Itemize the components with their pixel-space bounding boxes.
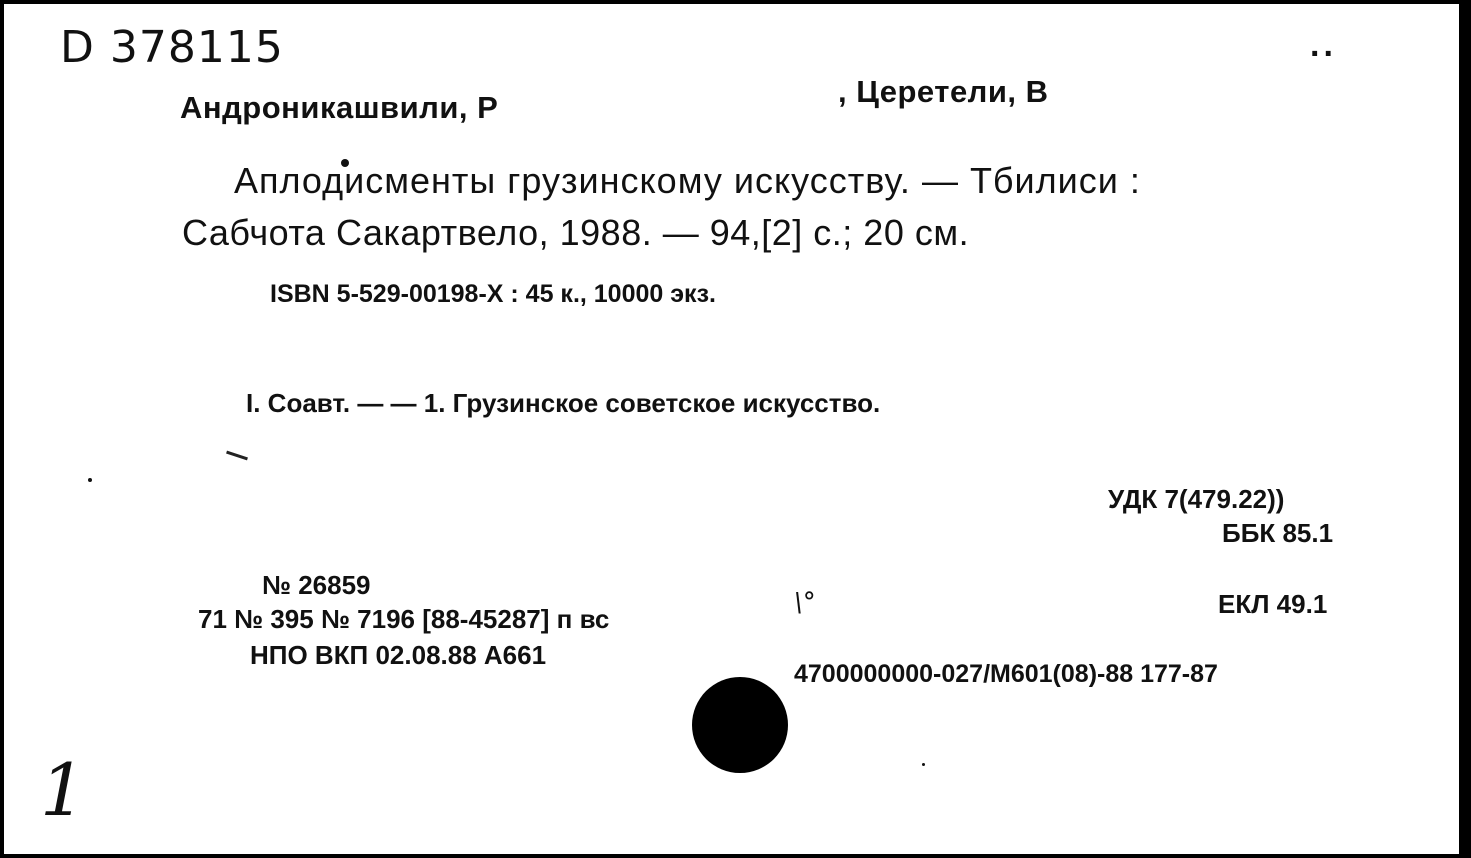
speck xyxy=(88,478,92,482)
pencil-tick xyxy=(226,451,248,461)
handwritten-number: 1 xyxy=(40,748,86,832)
tracing-line: I. Соавт. — — 1. Грузинское советское искусство. xyxy=(246,388,881,418)
punch-hole xyxy=(692,677,788,773)
speck xyxy=(922,763,925,766)
title-line-1: Аплодисменты грузинскому искусству. — Тбилиси : xyxy=(234,160,1141,201)
handwritten-mark: \° xyxy=(794,588,816,618)
bbk-index: ББК 85.1 xyxy=(1222,518,1334,548)
title-line-2: Сабчота Сакартвело, 1988. — 94,[2] с.; 20 см. xyxy=(182,212,970,253)
author-secondary: , Церетели, В xyxy=(838,74,1049,109)
printer-line: НПО ВКП 02.08.88 А661 xyxy=(250,640,547,670)
card-number: № 26859 xyxy=(262,570,371,600)
isbn-line: ISBN 5-529-00198-X : 45 к., 10000 экз. xyxy=(270,280,716,308)
author-primary: Андроникашвили, Р xyxy=(180,90,499,125)
ekl-index: ЕКЛ 49.1 xyxy=(1218,589,1328,619)
udk-index: УДК 7(479.22)) xyxy=(1108,484,1285,514)
shelfmark: D 378115 xyxy=(60,22,284,73)
classification-code: 4700000000-027/М601(08)-88 177-87 xyxy=(794,660,1218,688)
registration-line: 71 № 395 № 7196 [88-45287] п вс xyxy=(198,604,610,634)
top-marks: .. xyxy=(1310,26,1337,64)
